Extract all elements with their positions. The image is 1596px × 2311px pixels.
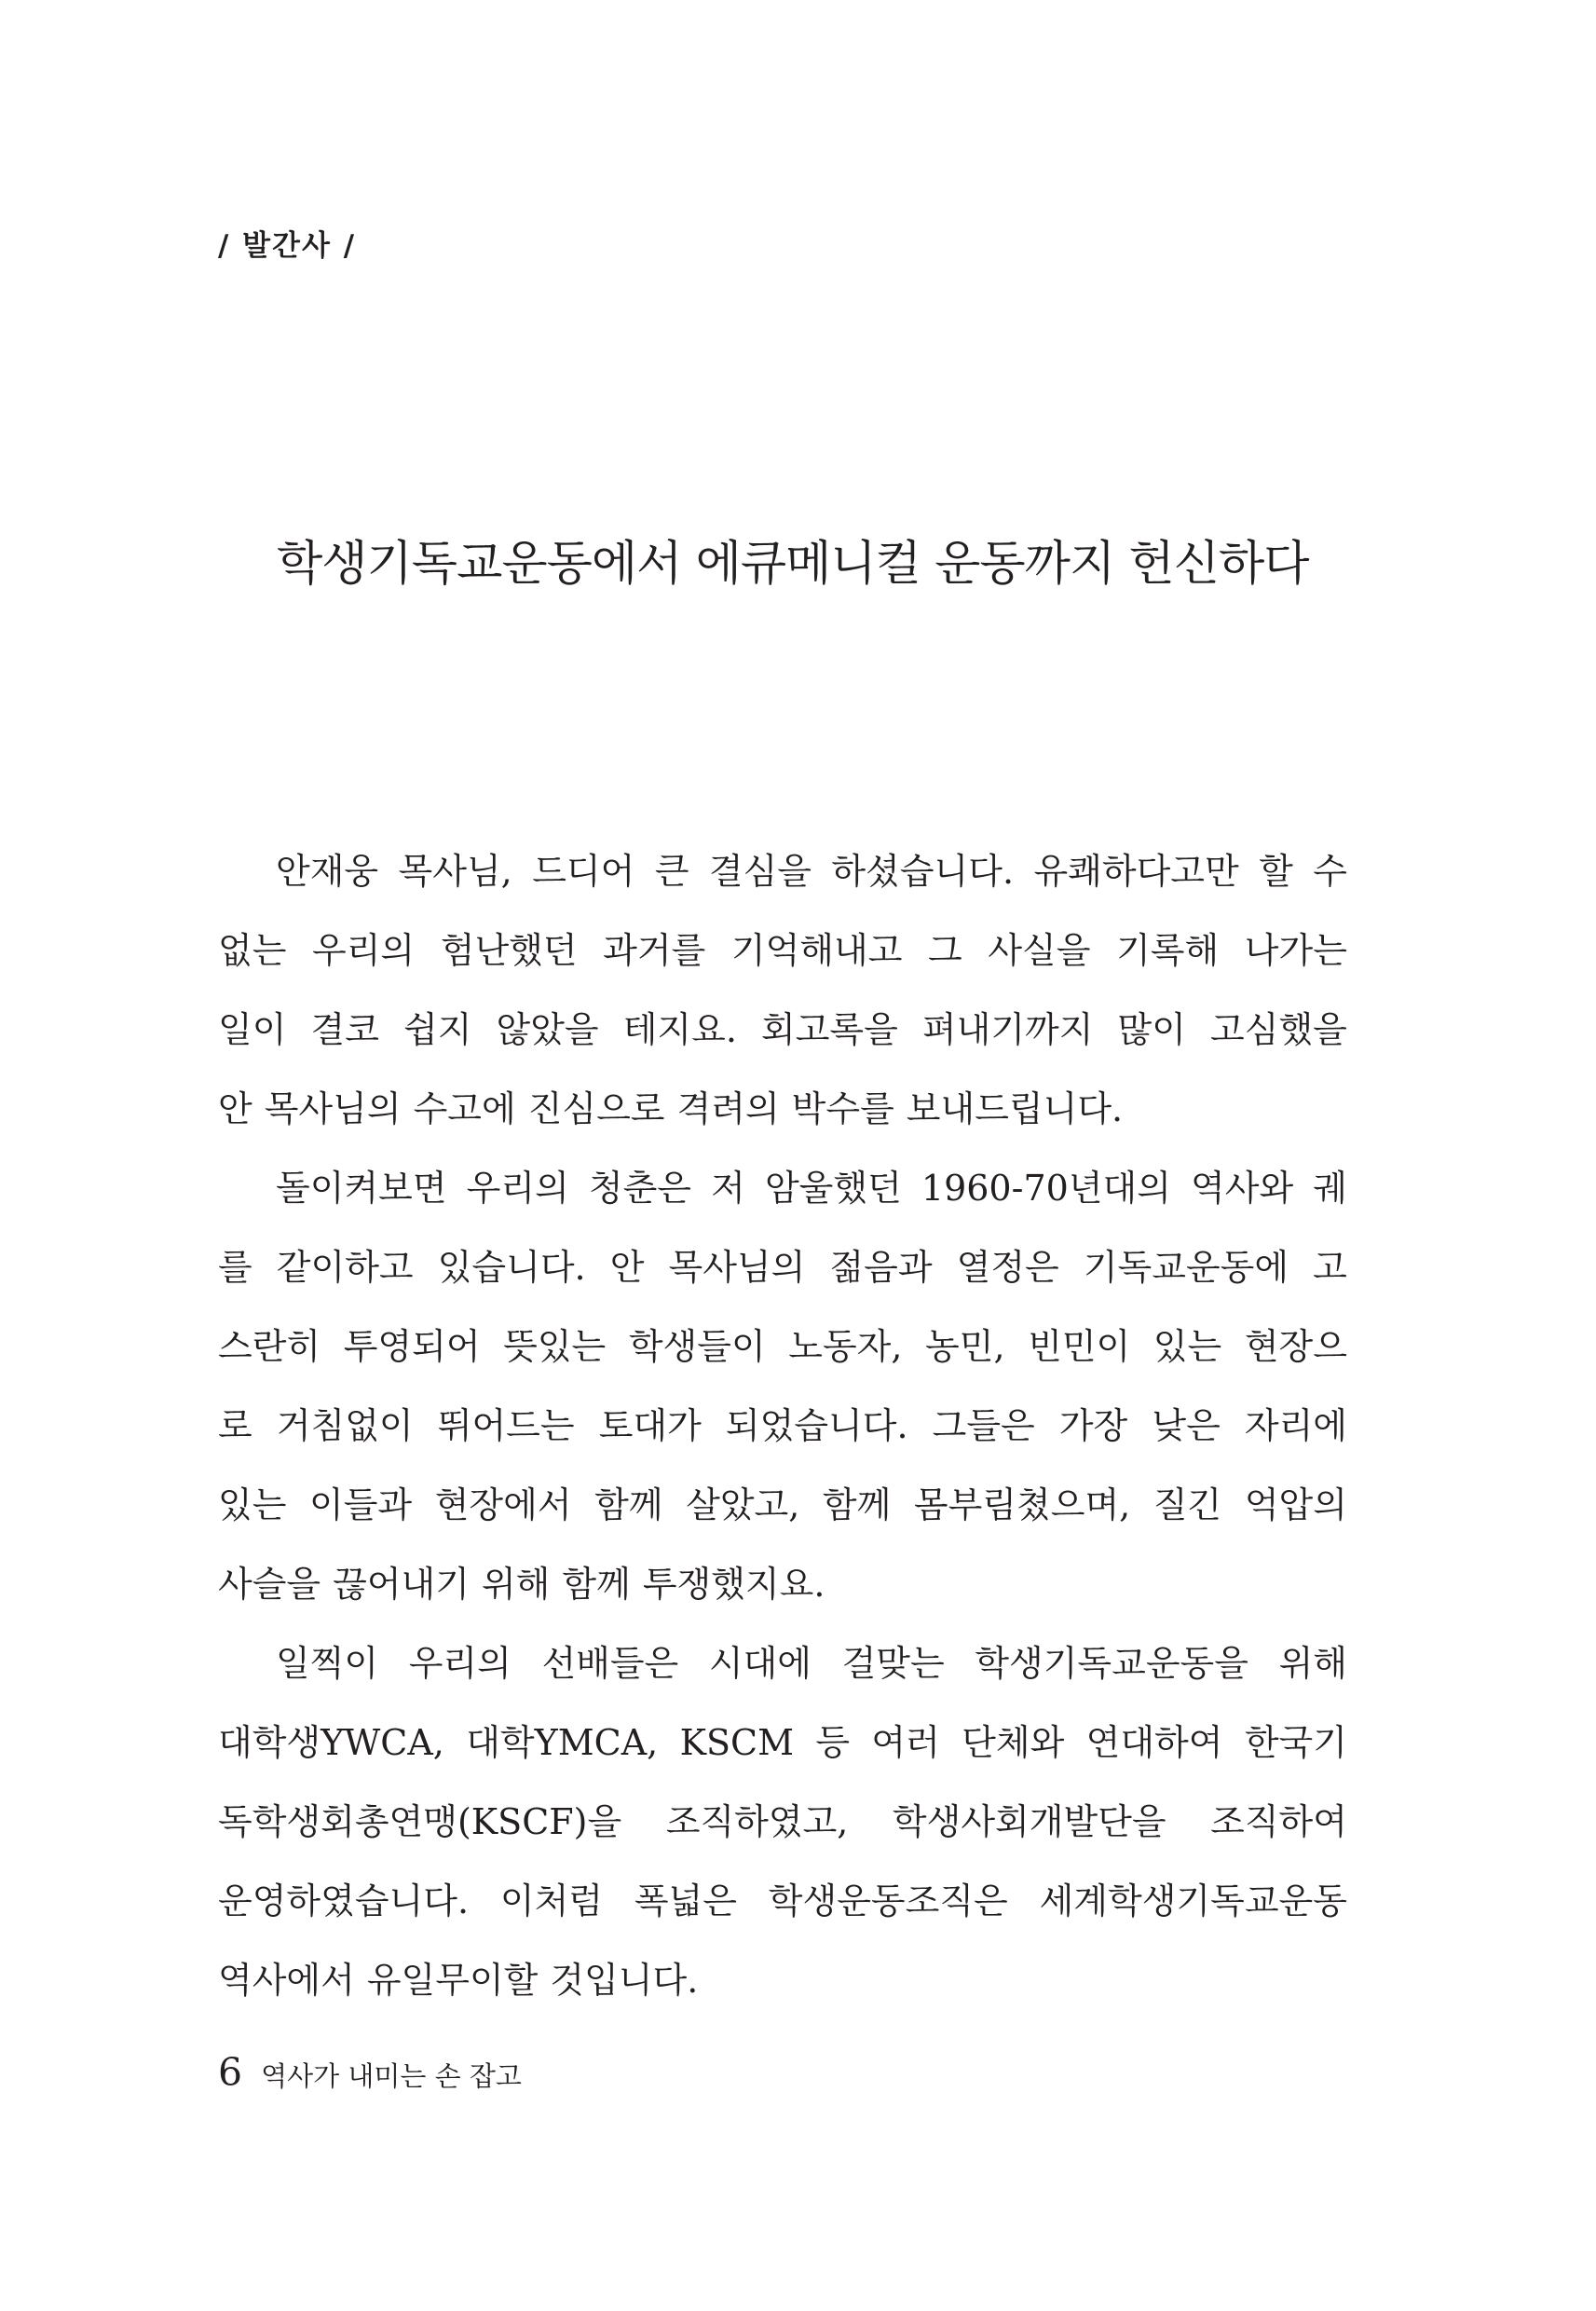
text-line: 를 같이하고 있습니다. 안 목사님의 젊음과 열정은 기독교운동에 고: [218, 1247, 1347, 1288]
text-line: 안 목사님의 수고에 진심으로 격려의 박수를 보내드립니다.: [218, 1088, 1124, 1129]
paragraph: [218, 832, 1347, 1149]
page-number: 6: [218, 2050, 243, 2095]
text-line: 일이 결코 쉽지 않았을 테지요. 회고록을 펴내기까지 많이 고심했을: [218, 1009, 1347, 1050]
text-line: 있는 이들과 현장에서 함께 살았고, 함께 몸부림쳤으며, 질긴 억압의: [218, 1484, 1347, 1525]
text-line: 로 거침없이 뛰어드는 토대가 되었습니다. 그들은 가장 낮은 자리에: [218, 1405, 1347, 1446]
text-line: 없는 우리의 험난했던 과거를 기억해내고 그 사실을 기록해 나가는: [218, 930, 1347, 971]
text-line: 안재웅 목사님, 드디어 큰 결심을 하셨습니다. 유쾌하다고만 할 수: [276, 851, 1347, 892]
running-title: 역사가 내미는 손 잡고: [261, 2060, 522, 2092]
text-line: 사슬을 끊어내기 위해 함께 투쟁했지요.: [218, 1564, 825, 1605]
text-line: 스란히 투영되어 뜻있는 학생들이 노동자, 농민, 빈민이 있는 현장으: [218, 1326, 1347, 1367]
text-line: 독학생회총연맹(KSCF)을 조직하였고, 학생사회개발단을 조직하여: [218, 1801, 1347, 1842]
text-line: 역사에서 유일무이할 것입니다.: [218, 1960, 699, 2001]
paragraph: [218, 1149, 1347, 1624]
body-text: [218, 832, 1347, 2020]
section-label: / 발간사 /: [218, 229, 357, 263]
paragraph: [218, 1624, 1347, 2020]
page-title: 학생기독교운동에서 에큐메니컬 운동까지 헌신하다: [277, 537, 1309, 592]
text-line: 대학생YWCA, 대학YMCA, KSCM 등 여러 단체와 연대하여 한국기: [218, 1722, 1347, 1763]
text-line: 돌이켜보면 우리의 청춘은 저 암울했던 1960-70년대의 역사와 궤: [276, 1168, 1347, 1209]
text-line: 일찍이 우리의 선배들은 시대에 걸맞는 학생기독교운동을 위해: [276, 1643, 1347, 1684]
page-footer: [218, 2050, 522, 2106]
text-line: 운영하였습니다. 이처럼 폭넓은 학생운동조직은 세계학생기독교운동: [218, 1880, 1347, 1921]
